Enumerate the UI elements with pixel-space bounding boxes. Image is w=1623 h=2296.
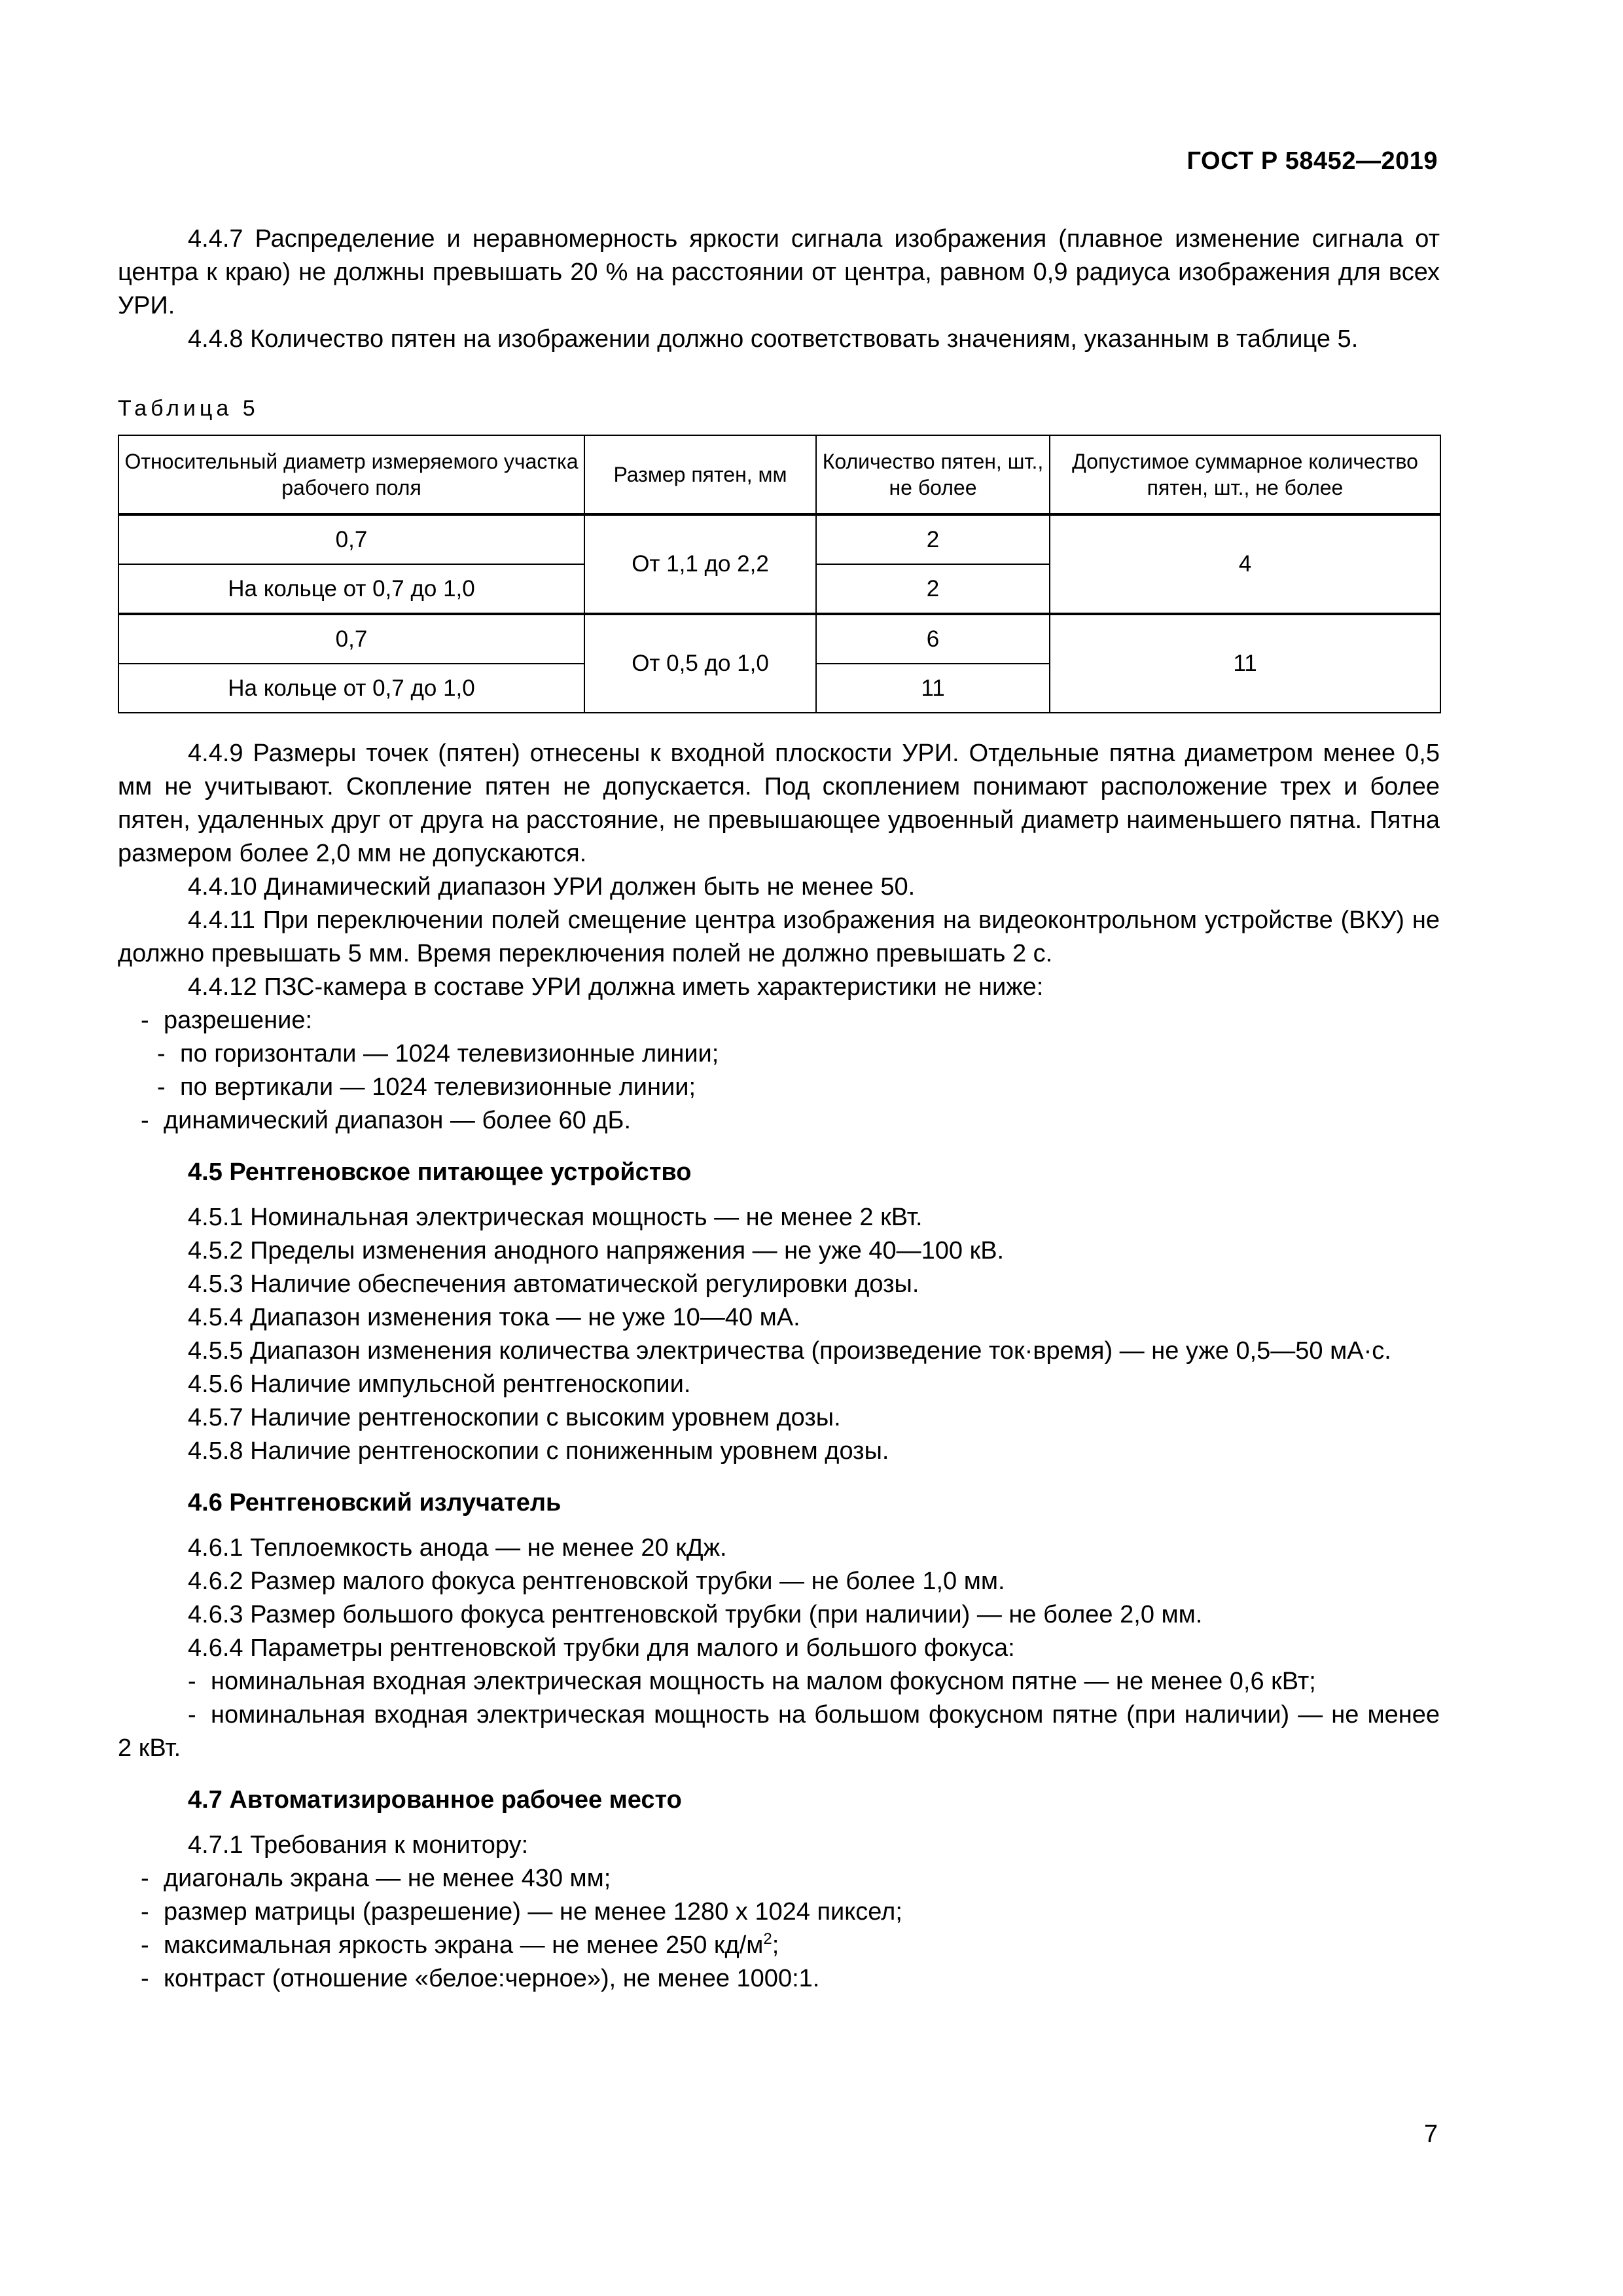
paragraph-4-6-3: 4.6.3 Размер большого фокуса рентгеновской трубки (при наличии) — не более 2,0 мм. <box>188 1601 1203 1628</box>
list-item-diagonal: - диагональ экрана — не менее 430 мм; <box>118 1862 1440 1895</box>
paragraph-4-5-1: 4.5.1 Номинальная электрическая мощность — не менее 2 кВт. <box>188 1204 923 1231</box>
cell-diameter: На кольце от 0,7 до 1,0 <box>118 664 584 713</box>
dash-marker: - <box>141 1865 149 1892</box>
list-item-vertical: - по вертикали — 1024 телевизионные линии; <box>118 1071 1440 1104</box>
dash-marker: - <box>141 1965 149 1992</box>
dash-marker: - <box>157 1073 166 1101</box>
table-row <box>118 614 1440 664</box>
paragraph-4-6-1: 4.6.1 Теплоемкость анода — не менее 20 кДж. <box>188 1534 727 1562</box>
paragraph-4-5-3: 4.5.3 Наличие обеспечения автоматической регулировки дозы. <box>188 1270 919 1298</box>
list-item-contrast: - контраст (отношение «белое:черное»), не менее 1000:1. <box>118 1962 1440 1996</box>
dash-marker: - <box>141 1007 149 1034</box>
page-number: 7 <box>1423 2121 1438 2148</box>
paragraph-4-4-7: 4.4.7 Распределение и неравномерность яркости сигнала изображения (плавное изменение сигнала от центра к краю) не должны превышать 20 % на расстоянии от центра, равном 0,9 радиуса изображения для всех УРИ. <box>118 225 1440 319</box>
list-item-large-focus: - номинальная входная электрическая мощность на большом фокусном пятне (при наличии) — не менее 2 кВт. <box>118 1698 1440 1765</box>
list-item-resolution: - разрешение: <box>118 1004 1440 1037</box>
after-table-block <box>118 737 1440 1138</box>
cell-diameter: На кольце от 0,7 до 1,0 <box>118 564 584 614</box>
spots-table <box>118 435 1441 713</box>
table-caption: Таблица 5 <box>118 396 259 421</box>
paragraph-4-6-2: 4.6.2 Размер малого фокуса рентгеновской трубки — не более 1,0 мм. <box>188 1568 1005 1595</box>
paragraph-4-4-8: 4.4.8 Количество пятен на изображении должно соответствовать значениям, указанным в таблице 5. <box>188 325 1359 353</box>
paragraph-4-7-1: 4.7.1 Требования к монитору: <box>188 1831 529 1859</box>
cell-count: 2 <box>816 564 1050 614</box>
paragraph-4-5-2: 4.5.2 Пределы изменения анодного напряжения — не уже 40—100 кВ. <box>188 1237 1005 1265</box>
section-heading-4-7: 4.7 Автоматизированное рабочее место <box>188 1786 682 1814</box>
cell-total: 4 <box>1050 514 1440 614</box>
list-item-dynamic-range: - динамический диапазон — более 60 дБ. <box>118 1104 1440 1138</box>
cell-count: 6 <box>816 614 1050 664</box>
cell-count: 2 <box>816 514 1050 564</box>
list-item-small-focus: - номинальная входная электрическая мощность на малом фокусном пятне — не менее 0,6 кВт; <box>118 1665 1440 1698</box>
paragraph-4-5-6: 4.5.6 Наличие импульсной рентгеноскопии. <box>188 1371 691 1398</box>
dash-marker: - <box>188 1701 196 1729</box>
paragraph-4-5-4: 4.5.4 Диапазон изменения тока — не уже 10—40 мА. <box>188 1304 800 1331</box>
table-row <box>118 514 1440 564</box>
cell-total: 11 <box>1050 614 1440 713</box>
table-header-row <box>118 435 1440 514</box>
paragraph-4-4-10: 4.4.10 Динамический диапазон УРИ должен быть не менее 50. <box>188 873 916 901</box>
dash-marker: - <box>188 1668 196 1695</box>
paragraph-4-5-7: 4.5.7 Наличие рентгеноскопии с высоким уровнем дозы. <box>188 1404 841 1431</box>
cell-spot-size: От 1,1 до 2,2 <box>584 514 816 614</box>
list-item-matrix: - размер матрицы (разрешение) — не менее 1280 x 1024 пиксел; <box>118 1895 1440 1929</box>
superscript-2: 2 <box>763 1930 772 1948</box>
dash-marker: - <box>141 1898 149 1926</box>
paragraph-4-4-12: 4.4.12 ПЗС-камера в составе УРИ должна иметь характеристики не ниже: <box>188 973 1044 1001</box>
header-spot-size: Размер пятен, мм <box>584 435 816 514</box>
dash-marker: - <box>157 1040 166 1067</box>
dash-marker: - <box>141 1107 149 1134</box>
section-heading-4-5: 4.5 Рентгеновское питающее устройство <box>188 1158 692 1186</box>
header-spot-count: Количество пятен, шт., не более <box>816 435 1050 514</box>
header-total-count: Допустимое суммарное количество пятен, шт., не более <box>1050 435 1440 514</box>
paragraph-4-5-8: 4.5.8 Наличие рентгеноскопии с пониженным уровнем дозы. <box>188 1437 889 1465</box>
paragraph-4-5-5: 4.5.5 Диапазон изменения количества электричества (произведение ток·время) — не уже 0,5—50 мА·с. <box>188 1337 1391 1365</box>
page-content <box>118 223 1440 1996</box>
cell-diameter: 0,7 <box>118 614 584 664</box>
cell-count: 11 <box>816 664 1050 713</box>
cell-diameter: 0,7 <box>118 514 584 564</box>
section-heading-4-6: 4.6 Рентгеновский излучатель <box>188 1489 562 1516</box>
header-diameter: Относительный диаметр измеряемого участка рабочего поля <box>118 435 584 514</box>
paragraph-4-4-9: 4.4.9 Размеры точек (пятен) отнесены к входной плоскости УРИ. Отдельные пятна диаметром менее 0,5 мм не учитывают. Скопление пятен не допускается. Под скоплением понимают расположение трех и более пятен, удаленных друг от друга на расстояние, не превышающее удвоенный диаметр наименьшего пятна. Пятна размером более 2,0 мм не допускаются. <box>118 740 1440 867</box>
paragraph-4-6-4: 4.6.4 Параметры рентгеновской трубки для малого и большого фокуса: <box>188 1634 1015 1662</box>
list-item-brightness: - максимальная яркость экрана — не менее 250 $кд/м^2$; <box>118 1929 1440 1962</box>
list-item-horizontal: - по горизонтали — 1024 телевизионные линии; <box>118 1037 1440 1071</box>
paragraph-4-4-11: 4.4.11 При переключении полей смещение центра изображения на видеоконтрольном устройстве (ВКУ) не должно превышать 5 мм. Время переключения полей не должно превышать 2 с. <box>118 906 1440 967</box>
document-number-header: ГОСТ Р 58452—2019 <box>1186 147 1438 175</box>
dash-marker: - <box>141 1931 149 1959</box>
cell-spot-size: От 0,5 до 1,0 <box>584 614 816 713</box>
